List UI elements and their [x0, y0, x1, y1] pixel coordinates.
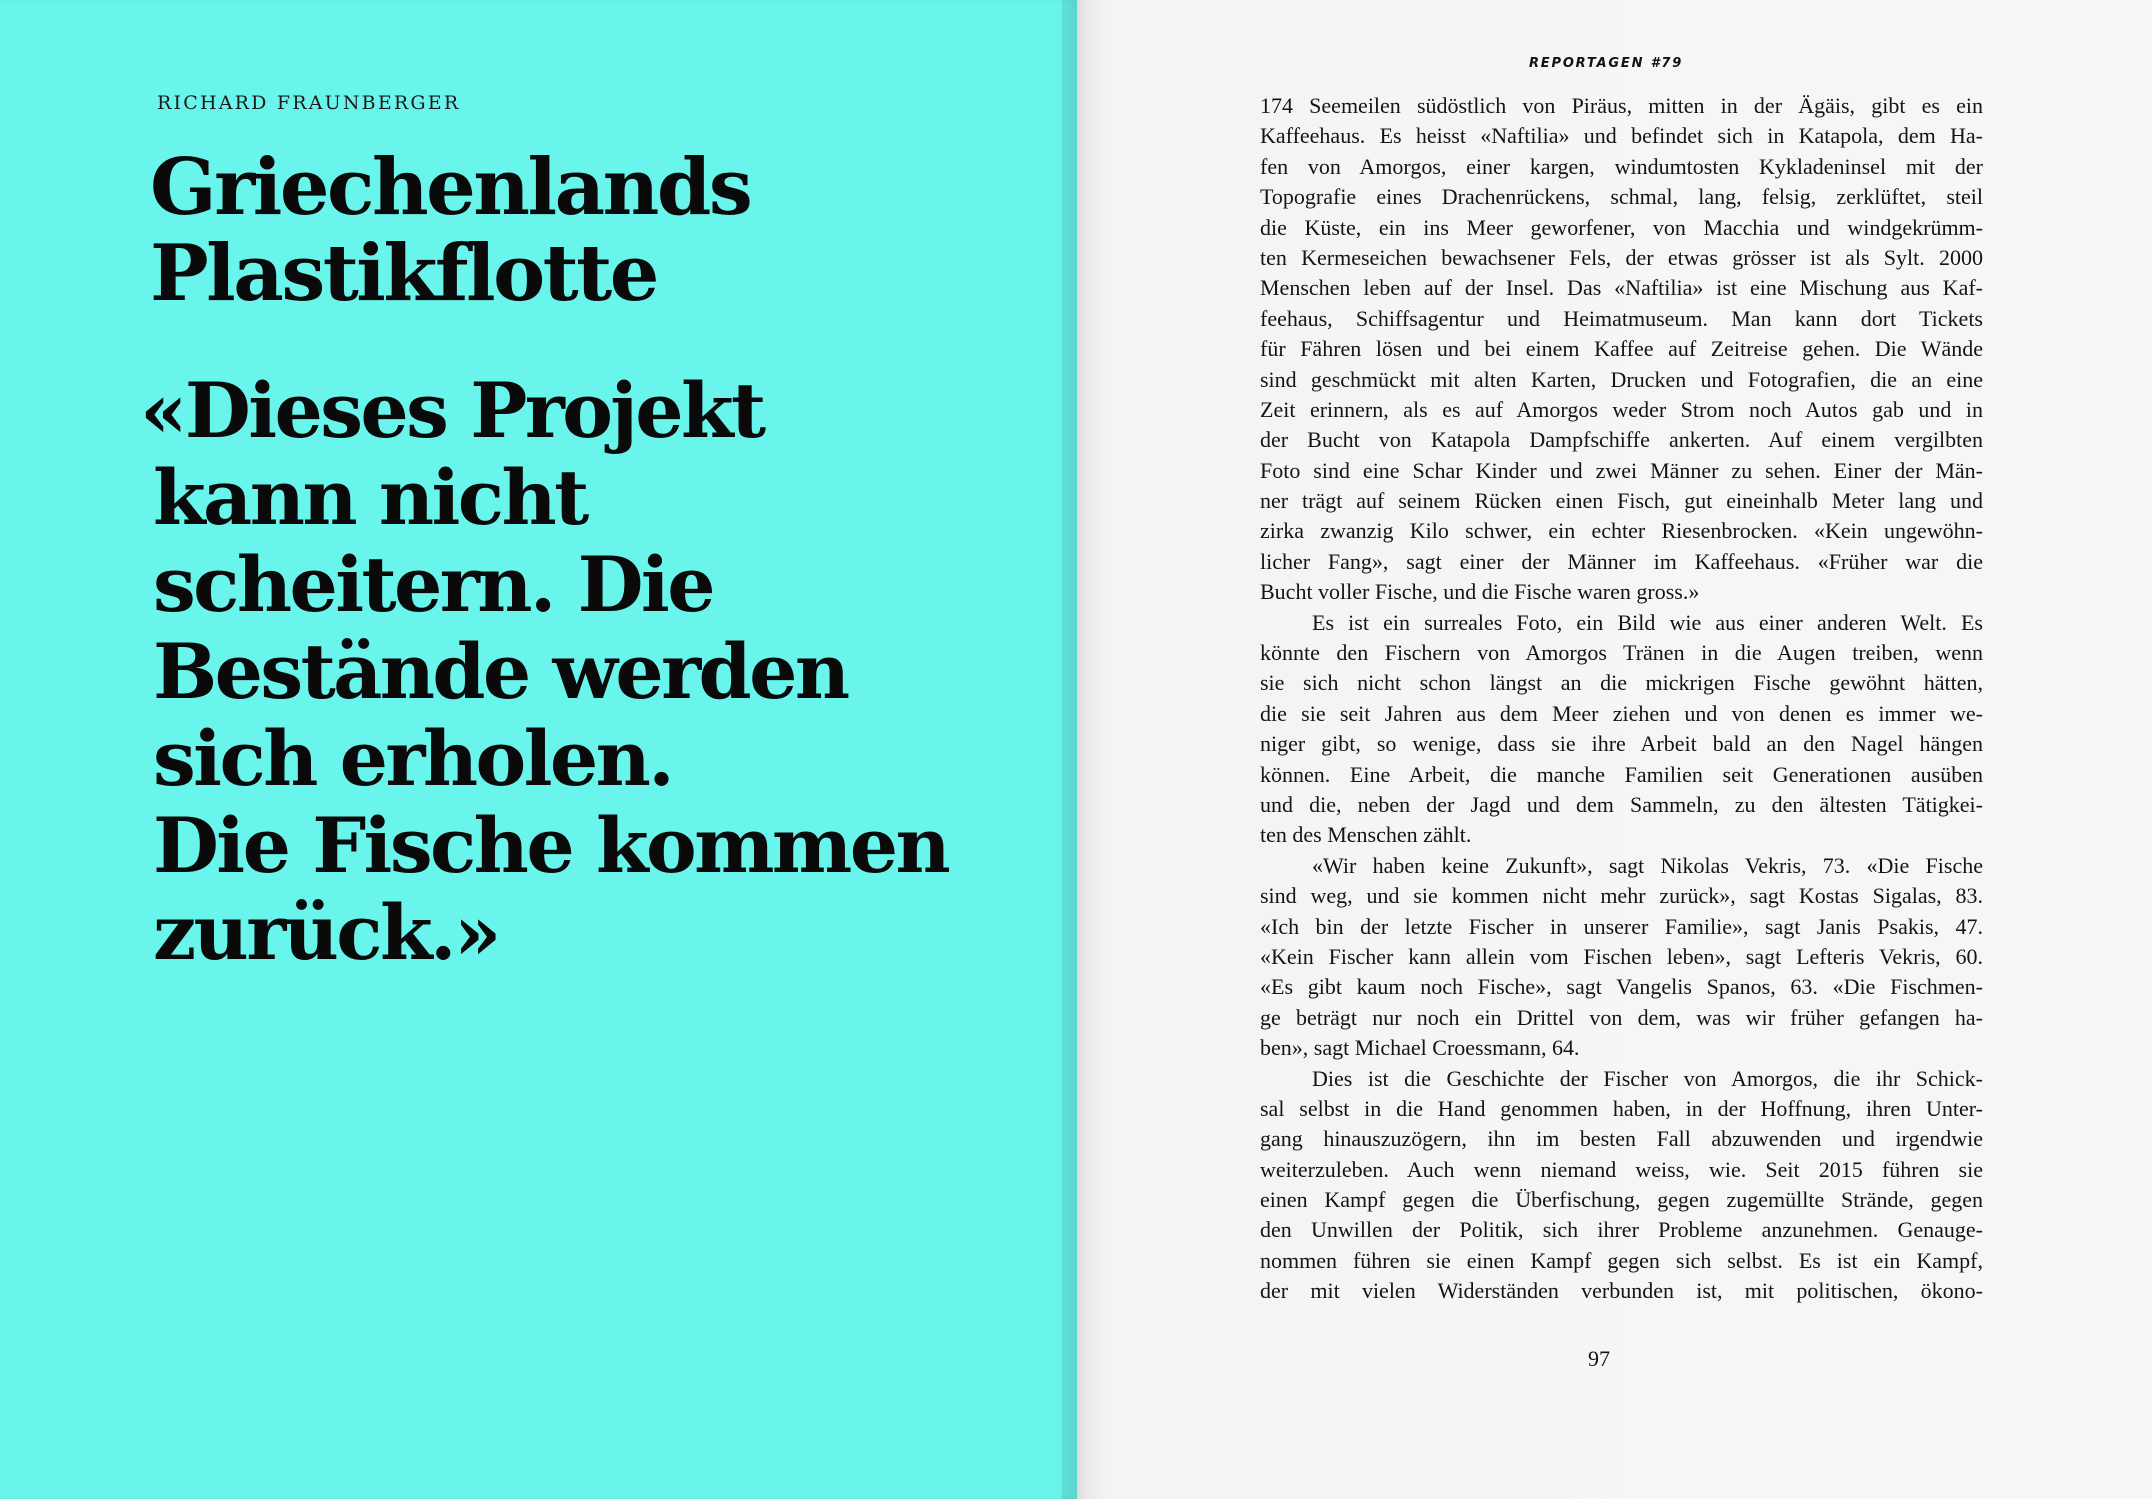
body-line: «Es gibt kaum noch Fische», sagt Vangelis Spanos, 63. «Die Fischmen-: [1260, 974, 1983, 1000]
body-line: ten des Menschen zählt.: [1260, 822, 1472, 848]
body-line: Dies ist die Geschichte der Fischer von Amorgos, die ihr Schick-: [1312, 1065, 1983, 1091]
body-line: Menschen leben auf der Insel. Das «Naftilia» ist eine Mischung aus Kaf-: [1260, 275, 1983, 301]
body-line: für Fähren lösen und bei einem Kaffee auf Zeitreise gehen. Die Wände: [1260, 336, 1983, 362]
body-line: ge beträgt nur noch ein Drittel von dem, was wir früher gefangen ha-: [1260, 1004, 1983, 1030]
quote-line: scheitern. Die: [153, 540, 713, 629]
body-line: «Wir haben keine Zukunft», sagt Nikolas Vekris, 73. «Die Fische: [1312, 852, 1983, 878]
body-line: sal selbst in die Hand genommen haben, in der Hoffnung, ihren Unter-: [1260, 1095, 1983, 1121]
body-line: zirka zwanzig Kilo schwer, ein echter Riesenbrocken. «Kein ungewöhn-: [1260, 518, 1983, 544]
body-line: Foto sind eine Schar Kinder und zwei Männer zu sehen. Einer der Män-: [1260, 457, 1983, 483]
body-line: «Kein Fischer kann allein vom Fischen leben», sagt Lefteris Vekris, 60.: [1260, 943, 1983, 969]
quote-line: sich erholen.: [153, 714, 673, 803]
pull-quote: [140, 367, 948, 976]
body-line: einen Kampf gegen die Überfischung, gegen zugemüllte Strände, gegen: [1260, 1187, 1983, 1213]
article-body: [1260, 91, 1983, 1307]
body-line: können. Eine Arbeit, die manche Familien seit Generationen ausüben: [1260, 761, 1983, 787]
body-line: ner trägt auf seinem Rücken einen Fisch, gut eineinhalb Meter lang und: [1260, 488, 1983, 514]
title-line: Plastikflotte: [150, 228, 657, 319]
quote-line: kann nicht: [153, 453, 587, 542]
body-line: gang hinauszuzögern, ihn im besten Fall abzuwenden und irgendwie: [1260, 1126, 1983, 1152]
body-line: Es ist ein surreales Foto, ein Bild wie aus einer anderen Welt. Es: [1312, 609, 1983, 635]
body-line: Zeit erinnern, als es auf Amorgos weder Strom noch Autos gab und in: [1260, 396, 1983, 422]
body-line: nommen führen sie einen Kampf gegen sich selbst. Es ist ein Kampf,: [1260, 1247, 1983, 1273]
body-line: der Bucht von Katapola Dampfschiffe ankerten. Auf einem vergilbten: [1260, 427, 1983, 453]
body-line: Kaffeehaus. Es heisst «Naftilia» und befindet sich in Katapola, dem Ha-: [1260, 123, 1983, 149]
body-line: die sie seit Jahren aus dem Meer ziehen und von denen es immer we-: [1260, 700, 1983, 726]
author-name: RICHARD FRAUNBERGER: [157, 92, 461, 114]
body-line: feehaus, Schiffsagentur und Heimatmuseum. Man kann dort Tickets: [1260, 305, 1983, 331]
article-title: [150, 142, 751, 319]
quote-line: Die Fische kommen: [153, 801, 949, 890]
body-line: der mit vielen Widerständen verbunden ist, mit politischen, ökono-: [1260, 1278, 1983, 1304]
body-line: Topografie eines Drachenrückens, schmal, lang, felsig, zerklüftet, steil: [1260, 184, 1983, 210]
body-line: sind weg, und sie kommen nicht mehr zurück», sagt Kostas Sigalas, 83.: [1260, 883, 1983, 909]
title-line: Griechenlands: [150, 142, 751, 233]
body-line: ben», sagt Michael Croessmann, 64.: [1260, 1035, 1580, 1061]
body-line: 174 Seemeilen südöstlich von Piräus, mitten in der Ägäis, gibt es ein: [1260, 93, 1983, 118]
body-line: und die, neben der Jagd und dem Sammeln, zu den ältesten Tätigkei-: [1260, 791, 1983, 817]
page-number: 97: [1588, 1346, 1610, 1371]
body-line: sind geschmückt mit alten Karten, Drucken und Fotografien, die an eine: [1260, 366, 1983, 392]
body-line: niger gibt, so wenige, dass sie ihre Arbeit bald an den Nagel hängen: [1260, 731, 1983, 757]
quote-line: Bestände werden: [153, 627, 848, 716]
body-line: fen von Amorgos, einer kargen, windumtosten Kykladeninsel mit der: [1260, 153, 1983, 179]
quote-line: zurück.»: [153, 888, 499, 977]
body-line: Bucht voller Fische, und die Fische waren gross.»: [1260, 579, 1700, 605]
quote-line: «Dieses Projekt: [140, 366, 764, 455]
body-line: könnte den Fischern von Amorgos Tränen in die Augen treiben, wenn: [1260, 640, 1983, 666]
body-line: sie sich nicht schon längst an die mickrigen Fische gewöhnt hätten,: [1260, 670, 1983, 696]
running-head: REPORTAGEN #79: [1529, 56, 1684, 71]
body-line: «Ich bin der letzte Fischer in unserer Familie», sagt Janis Psakis, 47.: [1260, 913, 1983, 939]
body-line: die Küste, ein ins Meer geworfener, von Macchia und windgekrümm-: [1260, 214, 1983, 240]
body-line: den Unwillen der Politik, sich ihrer Probleme anzunehmen. Genauge-: [1260, 1217, 1983, 1243]
body-line: weiterzuleben. Auch wenn niemand weiss, wie. Seit 2015 führen sie: [1260, 1156, 1983, 1182]
body-line: ten Kermeseichen bewachsener Fels, der etwas grösser ist als Sylt. 2000: [1260, 244, 1983, 270]
right-page: [1077, 0, 2152, 1499]
body-line: licher Fang», sagt einer der Männer im Kaffeehaus. «Früher war die: [1260, 548, 1983, 574]
